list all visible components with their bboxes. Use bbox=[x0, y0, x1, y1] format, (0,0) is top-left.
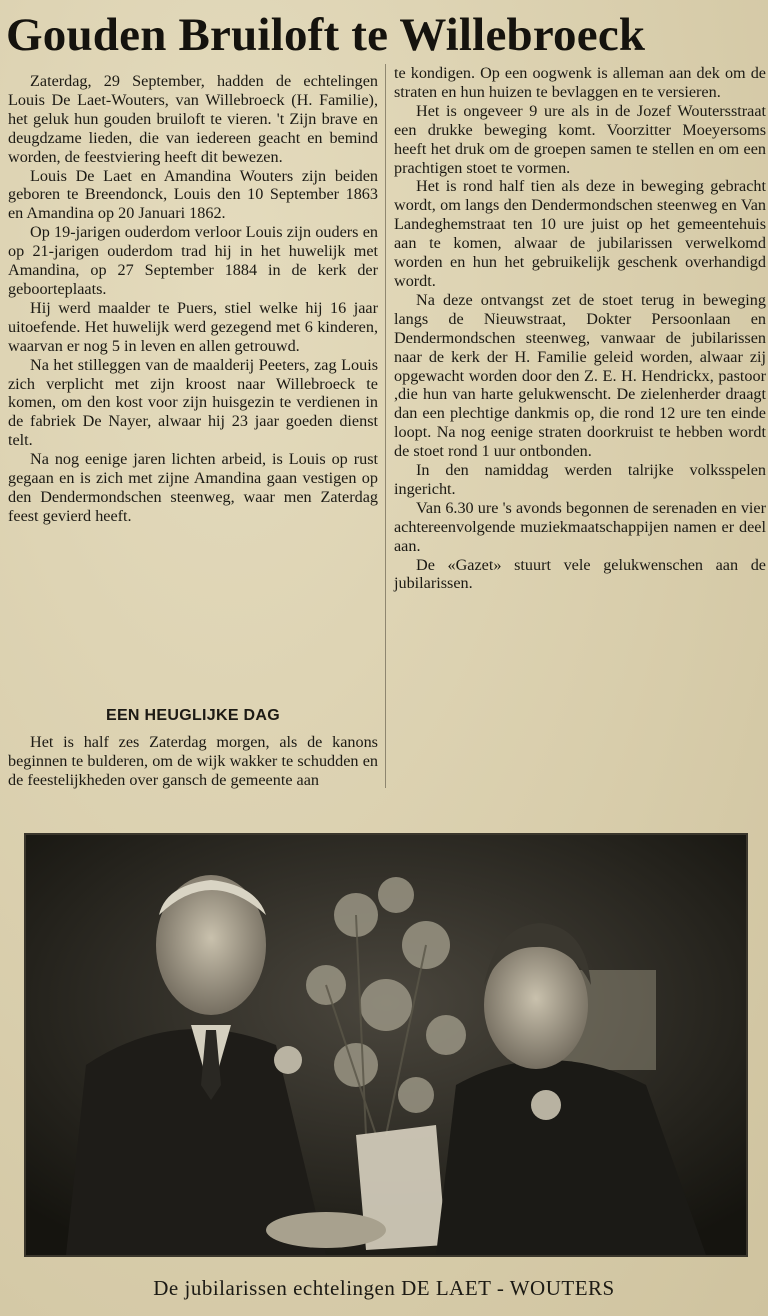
paragraph: In den namiddag werden talrijke volksspelen ingericht. bbox=[394, 461, 766, 498]
paragraph: Na deze ontvangst zet de stoet terug in beweging langs de Nieuwstraat, Dokter Persoonlaan en Dendermondschen steenweg, vanwaar de jubilarissen naar de kerk der H. Familie geleid worden, alwaar zij opgewacht worden door den Z. E. H. Hendrickx, pastoor ,die hun van harte gelukwenscht. De zielenherder draagt dan een plechtige dankmis op, die rond 12 ure ten einde loopt. Na nog eenige straten doorkruist te hebben wordt de stoet rond 1 uur ontbonden. bbox=[394, 290, 766, 461]
paragraph: Op 19-jarigen ouderdom verloor Louis zijn ouders en op 21-jarigen ouderdom trad hij in het huwelijk met Amandina, op 27 September 1884 in de kerk der geboorteplaats. bbox=[8, 223, 378, 298]
article-column-left-continued bbox=[8, 733, 378, 790]
paragraph: De «Gazet» stuurt vele gelukwenschen aan de jubilarissen. bbox=[394, 555, 766, 593]
paragraph-continued: te kondigen. Op een oogwenk is alleman aan dek om de straten en hun huizen te bevlaggen en te versieren. bbox=[394, 64, 766, 101]
photo-caption: De jubilarissen echtelingen DE LAET - WOUTERS bbox=[153, 1276, 615, 1300]
paragraph: Zaterdag, 29 September, hadden de echtelingen Louis De Laet-Wouters, van Willebroeck (H. Familie), het geluk hun gouden bruiloft te vieren. 't Zijn brave en deugdzame lieden, die van iedereen geacht en bemind worden, de feestviering heeft dit bewezen. bbox=[8, 72, 378, 166]
paragraph: Na nog eenige jaren lichten arbeid, is Louis op rust gegaan en is zich met zijne Amandina gaan vestigen op den Dendermondschen steenweg, waar men Zaterdag feest gevierd heeft. bbox=[8, 450, 378, 525]
paragraph: Het is ongeveer 9 ure als in de Jozef Woutersstraat een drukke beweging komt. Voorzitter Moeyersoms heeft het druk om de groepen samen te stellen en om een prachtigen stoet te vormen. bbox=[394, 101, 766, 177]
article-column-left bbox=[8, 72, 378, 526]
paragraph: Hij werd maalder te Puers, stiel welke hij 16 jaar uitoefende. Het huwelijk werd gezegend met 6 kinderen, waarvan er nog 5 in leven en allen getrouwd. bbox=[8, 298, 378, 355]
headline: Gouden Bruiloft te Willebroeck bbox=[6, 9, 646, 61]
paragraph: Van 6.30 ure 's avonds begonnen de serenaden en vier achtereenvolgende muziekmaatschappijen namen er deel aan. bbox=[394, 498, 766, 555]
section-subheading: EEN HEUGLIJKE DAG bbox=[105, 707, 280, 724]
photo-illustration bbox=[26, 835, 746, 1255]
article-column-right bbox=[394, 64, 766, 593]
couple-photograph bbox=[24, 833, 748, 1257]
paragraph: Na het stilleggen van de maalderij Peeters, zag Louis zich verplicht met zijn kroost naar Willebroeck te komen, om den kost voor zijn huisgezin te verdienen in de fabriek De Nayer, alwaar hij 23 jaar goeden dienst telt. bbox=[8, 355, 378, 450]
paragraph: Het is half zes Zaterdag morgen, als de kanons beginnen te bulderen, om de wijk wakker te schudden en de feestelijkheden over gansch de gemeente aan bbox=[8, 733, 378, 789]
paragraph: Louis De Laet en Amandina Wouters zijn beiden geboren te Breendonck, Louis den 10 September 1863 en Amandina op 20 Januari 1862. bbox=[8, 166, 378, 223]
paragraph: Het is rond half tien als deze in beweging gebracht wordt, om langs den Dendermondschen steenweg en Van Landeghemstraat ten 10 ure juist op het gemeentehuis aan te komen, alwaar de jubilarissen verwelkomd worden en hun het gebruikelijk geschenk overhandigd wordt. bbox=[394, 177, 766, 290]
column-divider bbox=[385, 64, 386, 788]
